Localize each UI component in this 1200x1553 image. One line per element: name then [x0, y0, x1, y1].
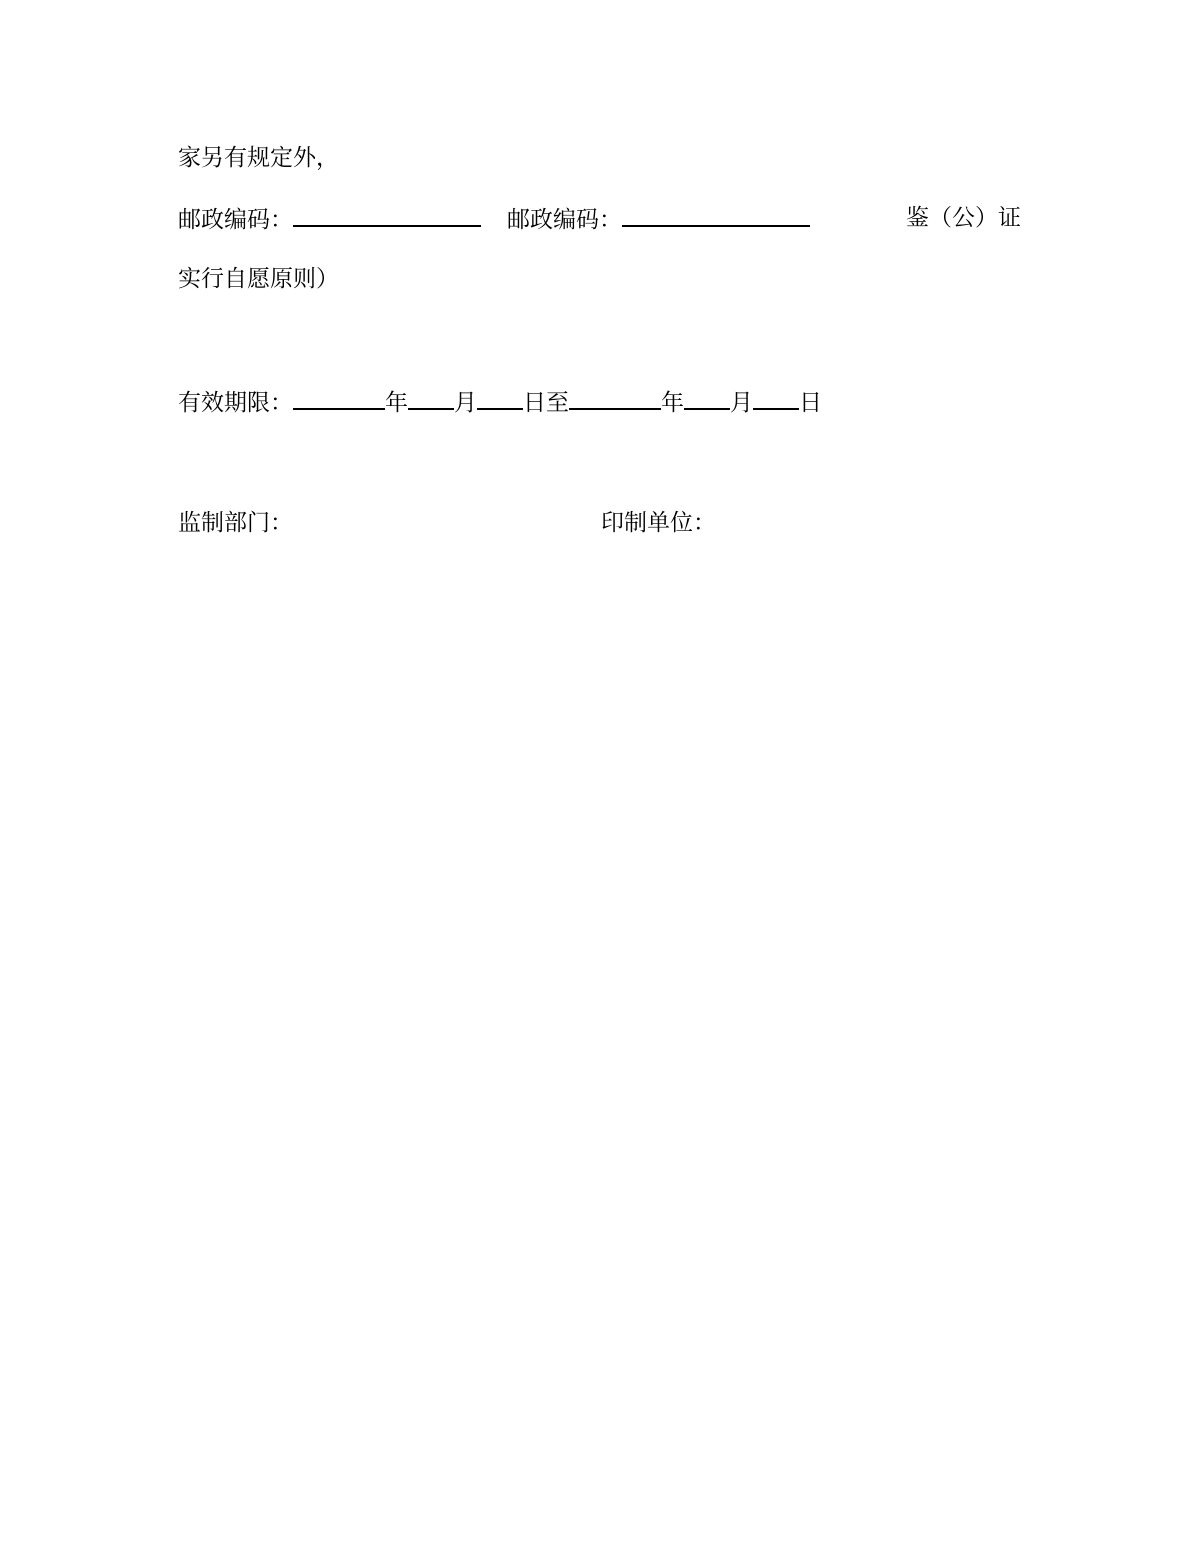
validity-end-year-field[interactable]	[569, 386, 661, 410]
postcode-label-1: 邮政编码：	[178, 207, 293, 233]
validity-day2-label: 日	[799, 390, 822, 416]
validity-start-day-field[interactable]	[477, 386, 523, 410]
validity-row	[178, 386, 822, 418]
postcode-field-1[interactable]	[293, 203, 481, 227]
validity-month2-label: 月	[730, 390, 753, 416]
validity-year2-label: 年	[661, 390, 684, 416]
appraisal-text: 鉴（公）证	[906, 205, 1021, 231]
postcode-row-2	[507, 203, 810, 235]
text-line-1: 家另有规定外，	[178, 145, 339, 171]
validity-year-label: 年	[385, 390, 408, 416]
validity-start-month-field[interactable]	[408, 386, 454, 410]
postcode-field-2[interactable]	[622, 203, 810, 227]
validity-end-month-field[interactable]	[684, 386, 730, 410]
supervisor-label: 监制部门：	[178, 510, 293, 536]
text-line-3: 实行自愿原则）	[178, 266, 339, 292]
validity-month-label: 月	[454, 390, 477, 416]
validity-day-to-label: 日至	[523, 390, 569, 416]
printer-label: 印制单位：	[601, 510, 716, 536]
validity-label: 有效期限：	[178, 390, 293, 416]
postcode-row	[178, 203, 481, 235]
validity-start-year-field[interactable]	[293, 386, 385, 410]
postcode-label-2: 邮政编码：	[507, 207, 622, 233]
validity-end-day-field[interactable]	[753, 386, 799, 410]
